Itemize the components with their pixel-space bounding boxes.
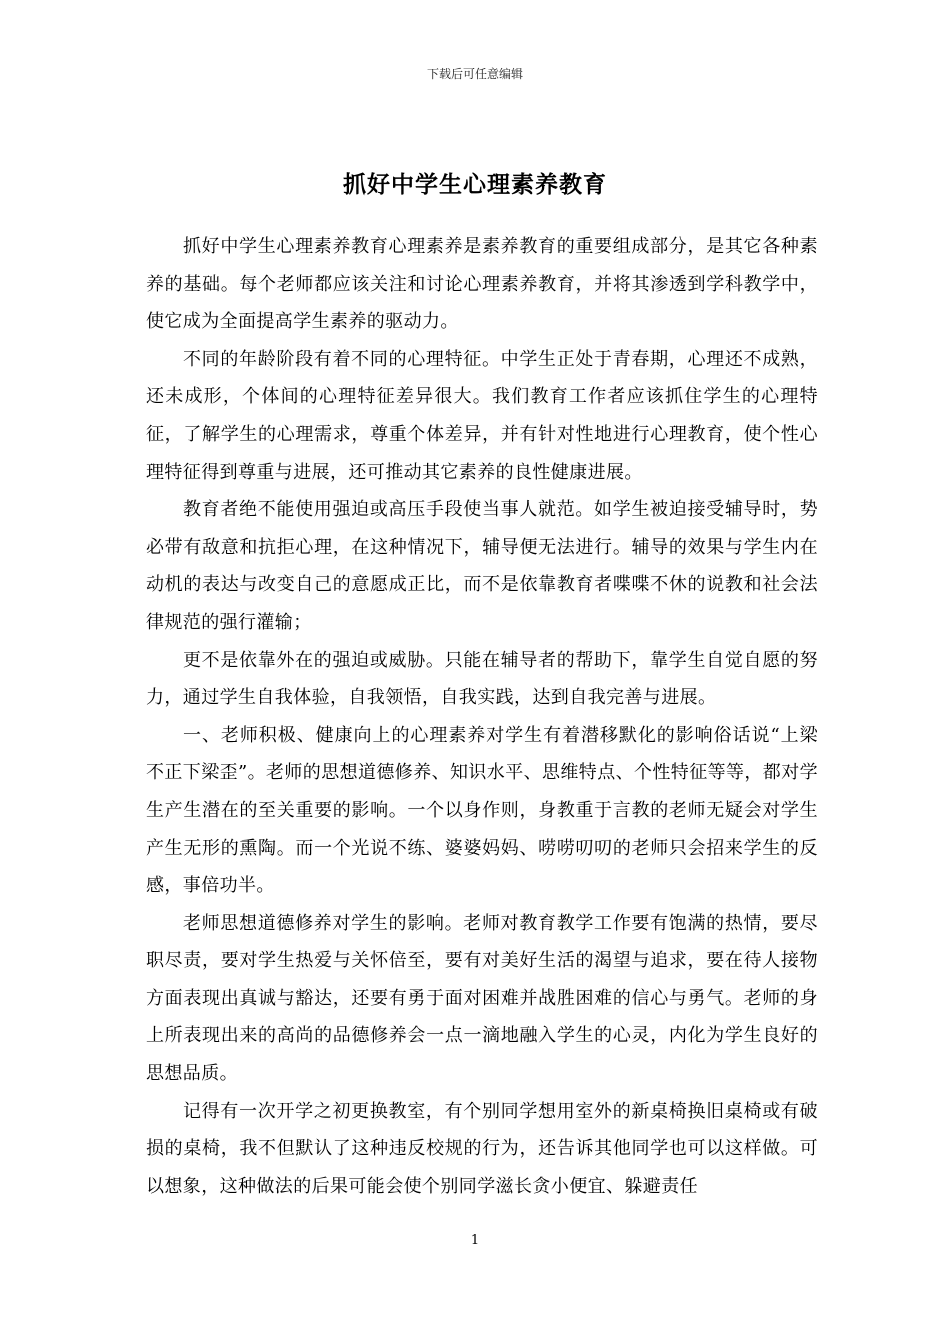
document-title: 抓好中学生心理素养教育 (343, 171, 607, 199)
page-number: 1 (470, 1233, 480, 1248)
paragraph-7: 记得有一次开学之初更换教室，有个别同学想用室外的新桌椅换旧桌椅或有破损的桌椅，我不但默认了这种违反校规的行为，还告诉其他同学也可以这样做。可以想象，这种做法的后果可能会使个别同学滋长贪小便宜、躲避责任 (146, 1100, 818, 1197)
paragraph-2: 不同的年龄阶段有着不同的心理特征。中学生正处于青春期，心理还不成熟，还未成形，个体间的心理特征差异很大。我们教育工作者应该抓住学生的心理特征，了解学生的心理需求，尊重个体差异，并有针对性地进行心理教育，使个性心理特征得到尊重与进展，还可推动其它素养的良性健康进展。 (146, 348, 818, 483)
paragraph-4: 更不是依靠外在的强迫或威胁。只能在辅导者的帮助下，靠学生自觉自愿的努力，通过学生自我体验，自我领悟，自我实践，达到自我完善与进展。 (146, 649, 818, 709)
paragraph-3: 教育者绝不能使用强迫或高压手段使当事人就范。如学生被迫接受辅导时，势必带有敌意和抗拒心理，在这种情况下，辅导便无法进行。辅导的效果与学生内在动机的表达与改变自己的意愿成正比，而不是依靠教育者喋喋不休的说教和社会法律规范的强行灌输； (146, 499, 818, 633)
page-header: 下载后可任意编辑 (426, 67, 523, 81)
paragraph-6: 老师思想道德修养对学生的影响。老师对教育教学工作要有饱满的热情，要尽职尽责，要对学生热爱与关怀倍至，要有对美好生活的渴望与追求，要在待人接物方面表现出真诚与豁达，还要有勇于面对困难并战胜困难的信心与勇气。老师的身上所表现出来的高尚的品德修养会一点一滴地融入学生的心灵，内化为学生良好的思想品质。 (146, 912, 818, 1085)
document-body (146, 228, 818, 1205)
paragraph-5: 一、老师积极、健康向上的心理素养对学生有着潜移默化的影响俗话说“上梁不正下梁歪”。老师的思想道德修养、知识水平、思维特点、个性特征等等，都对学生产生潜在的至关重要的影响。一个以身作则，身教重于言教的老师无疑会对学生产生无形的熏陶。而一个光说不练、婆婆妈妈、唠唠叨叨的老师只会招来学生的反感，事倍功半。 (146, 724, 818, 897)
paragraph-1: 抓好中学生心理素养教育心理素养是素养教育的重要组成部分，是其它各种素养的基础。每个老师都应该关注和讨论心理素养教育，并将其渗透到学科教学中，使它成为全面提高学生素养的驱动力。 (146, 236, 818, 333)
